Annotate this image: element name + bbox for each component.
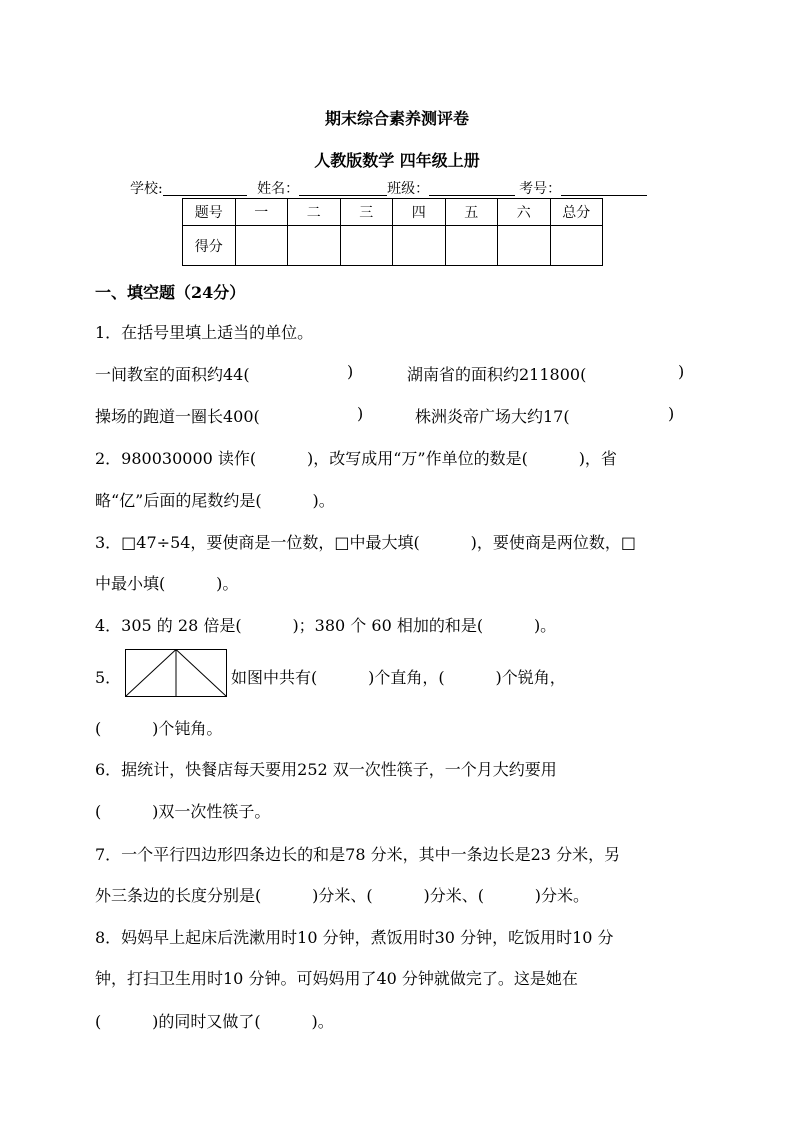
score-cell[interactable] xyxy=(550,226,603,266)
table-cell: 四 xyxy=(393,199,446,226)
exam-no-label: 考号： xyxy=(519,181,562,197)
question-line: 中最小填( )。 xyxy=(95,574,239,593)
question-line: ) xyxy=(347,362,354,381)
question-line: 8．妈妈早上起床后洗漱用时10 分钟，煮饭用时30 分钟，吃饭用时10 分 xyxy=(95,928,614,947)
question-line: 钟，打扫卫生用时10 分钟。可妈妈用了40 分钟就做完了。这是她在 xyxy=(95,969,578,988)
score-cell[interactable] xyxy=(445,226,498,266)
score-table xyxy=(182,198,603,266)
question-line: 如图中共有( )个直角，( )个锐角， xyxy=(231,668,566,687)
table-cell: 五 xyxy=(445,199,498,226)
question-line: 湖南省的面积约211800( xyxy=(407,365,587,384)
question-line: 外三条边的长度分别是( )分米、( )分米、( )分米。 xyxy=(95,886,590,905)
score-cell[interactable] xyxy=(235,226,288,266)
score-table-header-row xyxy=(183,199,603,226)
question-line: 3．□47÷54，要使商是一位数，□中最大填( )，要使商是两位数，□ xyxy=(95,533,637,552)
name-field[interactable] xyxy=(299,179,387,196)
question-line: ( )双一次性筷子。 xyxy=(95,802,271,821)
school-field[interactable] xyxy=(163,179,247,196)
exam-no-field[interactable] xyxy=(561,179,647,196)
question-line: ( )个钝角。 xyxy=(95,719,223,738)
table-cell: 得分 xyxy=(183,226,236,266)
score-table-score-row xyxy=(183,226,603,266)
score-cell[interactable] xyxy=(288,226,341,266)
question-line: 6．据统计，快餐店每天要用252 双一次性筷子，一个月大约要用 xyxy=(95,760,557,779)
name-label: 姓名： xyxy=(257,181,300,197)
student-info-row xyxy=(130,178,647,198)
section-heading: 一、填空题（24分） xyxy=(95,283,246,302)
table-cell: 六 xyxy=(498,199,551,226)
class-label: 班级： xyxy=(387,181,430,197)
question-line: ( )的同时又做了( )。 xyxy=(95,1012,334,1031)
page-title: 期末综合素养测评卷 xyxy=(324,109,469,128)
class-field[interactable] xyxy=(429,179,515,196)
table-cell: 题号 xyxy=(183,199,236,226)
table-cell: 三 xyxy=(340,199,393,226)
question-line: 4．305 的 28 倍是( )；380 个 60 相加的和是( )。 xyxy=(95,616,557,635)
score-cell[interactable] xyxy=(393,226,446,266)
question-line: 2．980030000 读作( )，改写成用“万”作单位的数是( )，省 xyxy=(95,449,617,468)
score-cell[interactable] xyxy=(498,226,551,266)
question-line: ) xyxy=(678,362,685,381)
question-line: 一间教室的面积约44( xyxy=(95,365,250,384)
score-cell[interactable] xyxy=(340,226,393,266)
question-line: 1．在括号里填上适当的单位。 xyxy=(95,323,314,342)
question-line: 7．一个平行四边形四条边长的和是78 分米，其中一条边长是23 分米，另 xyxy=(95,845,621,864)
question-line: 5． xyxy=(95,668,122,687)
table-cell: 二 xyxy=(288,199,341,226)
table-cell: 一 xyxy=(235,199,288,226)
question-line: ) xyxy=(357,404,364,423)
question-line: 略“亿”后面的尾数约是( )。 xyxy=(95,491,335,510)
table-cell: 总分 xyxy=(550,199,603,226)
question-line: 操场的跑道一圈长400( xyxy=(95,407,260,426)
question-line: 株洲炎帝广场大约17( xyxy=(415,407,570,426)
school-label: 学校: xyxy=(130,181,163,197)
triangle-figure xyxy=(125,649,227,697)
question-line: ) xyxy=(668,404,675,423)
page-subtitle: 人教版数学 四年级上册 xyxy=(314,151,480,170)
